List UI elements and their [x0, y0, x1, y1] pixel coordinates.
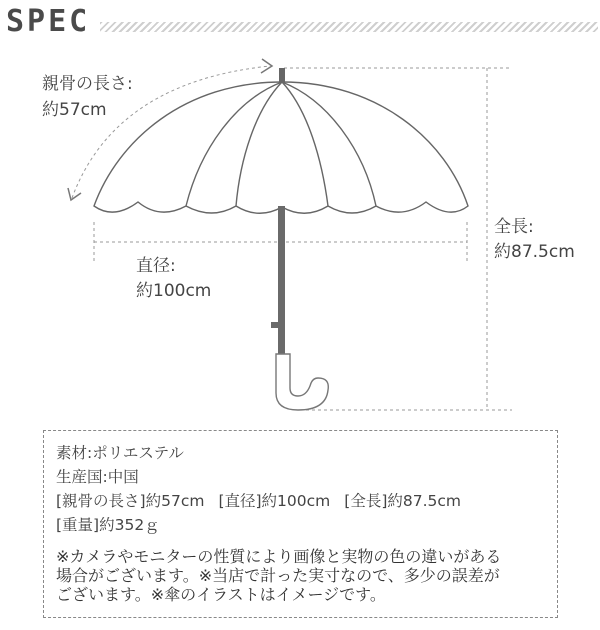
rib-arrow-start [68, 188, 81, 200]
canopy-rib-2 [236, 82, 282, 206]
spec-material: 素材:ポリエステル [56, 444, 184, 462]
rib-length-value: 約57cm [42, 100, 107, 120]
spec-origin: 生産国:中国 [56, 468, 139, 486]
diameter-title: 直径: [136, 256, 176, 276]
spec-dimensions [56, 489, 545, 513]
note-line: 場合がございます。※当店で計った実寸なので、多少の誤差が [56, 566, 500, 585]
total-length-value: 約87.5cm [494, 242, 575, 262]
note-line: ございます。※傘のイラストはイメージです。 [56, 585, 386, 604]
umbrella-shaft [278, 206, 285, 354]
total-length-title: 全長: [494, 217, 534, 237]
spec-rib: [親骨の長さ]約57cm [56, 492, 205, 510]
spec-diameter: [直径]約100cm [218, 492, 331, 510]
rib-length-title: 親骨の長さ: [42, 74, 133, 94]
note-line: ※カメラやモニターの性質により画像と実物の色の違いがある [56, 547, 502, 566]
spec-weight: [重量]約352ｇ [56, 516, 160, 534]
diameter-value: 約100cm [136, 281, 212, 301]
canopy-rib-3 [282, 82, 328, 206]
shaft-button [271, 322, 279, 328]
disclaimer-note [56, 547, 545, 604]
canopy-outline [94, 82, 468, 213]
umbrella-tip [279, 68, 285, 83]
umbrella-canopy [94, 82, 468, 213]
umbrella-handle [276, 354, 328, 410]
spec-box [43, 430, 558, 618]
spec-total: [全長]約87.5cm [344, 492, 461, 510]
spec-title: SPEC [6, 4, 91, 39]
dimension-lines [72, 66, 512, 410]
